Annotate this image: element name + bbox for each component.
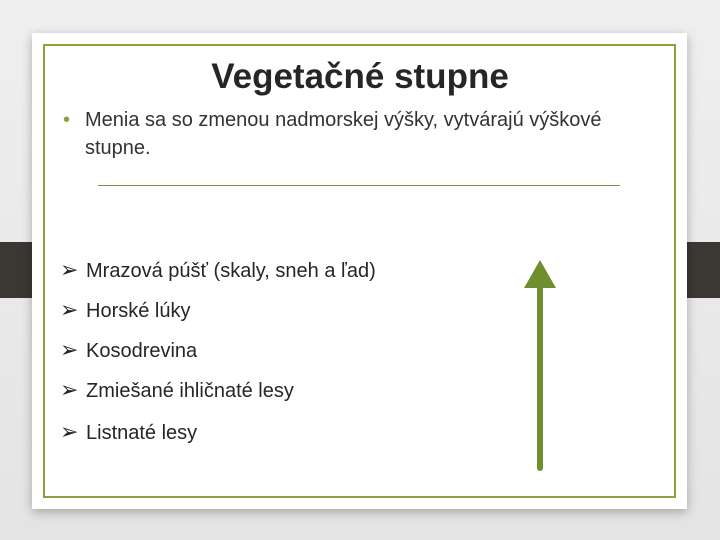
- list-item: [60, 376, 294, 404]
- arrowhead-bullet-icon: ➢: [60, 297, 79, 322]
- list-item-label: Horské lúky: [86, 300, 191, 322]
- bullet-dot-icon: •: [63, 109, 71, 131]
- list-item-label: Kosodrevina: [86, 340, 198, 362]
- arrowhead-bullet-icon: ➢: [60, 419, 79, 444]
- arrow-head: [524, 260, 556, 288]
- list-item-label: Zmiešané ihličnaté lesy: [86, 380, 294, 402]
- list-item: [60, 336, 197, 364]
- arrowhead-bullet-icon: ➢: [60, 257, 79, 282]
- list-item: [60, 418, 197, 446]
- arrow-up-icon: [518, 258, 562, 472]
- list-item-label: Mrazová púšť (skaly, sneh a ľad): [86, 260, 376, 282]
- slide-title: Vegetačné stupne: [211, 57, 509, 96]
- list-item: [60, 296, 190, 324]
- list-item: [60, 256, 376, 284]
- arrowhead-bullet-icon: ➢: [60, 337, 79, 362]
- divider-line: [98, 185, 620, 186]
- arrowhead-bullet-icon: ➢: [60, 377, 79, 402]
- intro-bullet-text: Menia sa so zmenou nadmorskej výšky, vytvárajú výškové stupne.: [85, 109, 602, 159]
- intro-bullet: [63, 106, 643, 162]
- list-item-label: Listnaté lesy: [86, 422, 198, 444]
